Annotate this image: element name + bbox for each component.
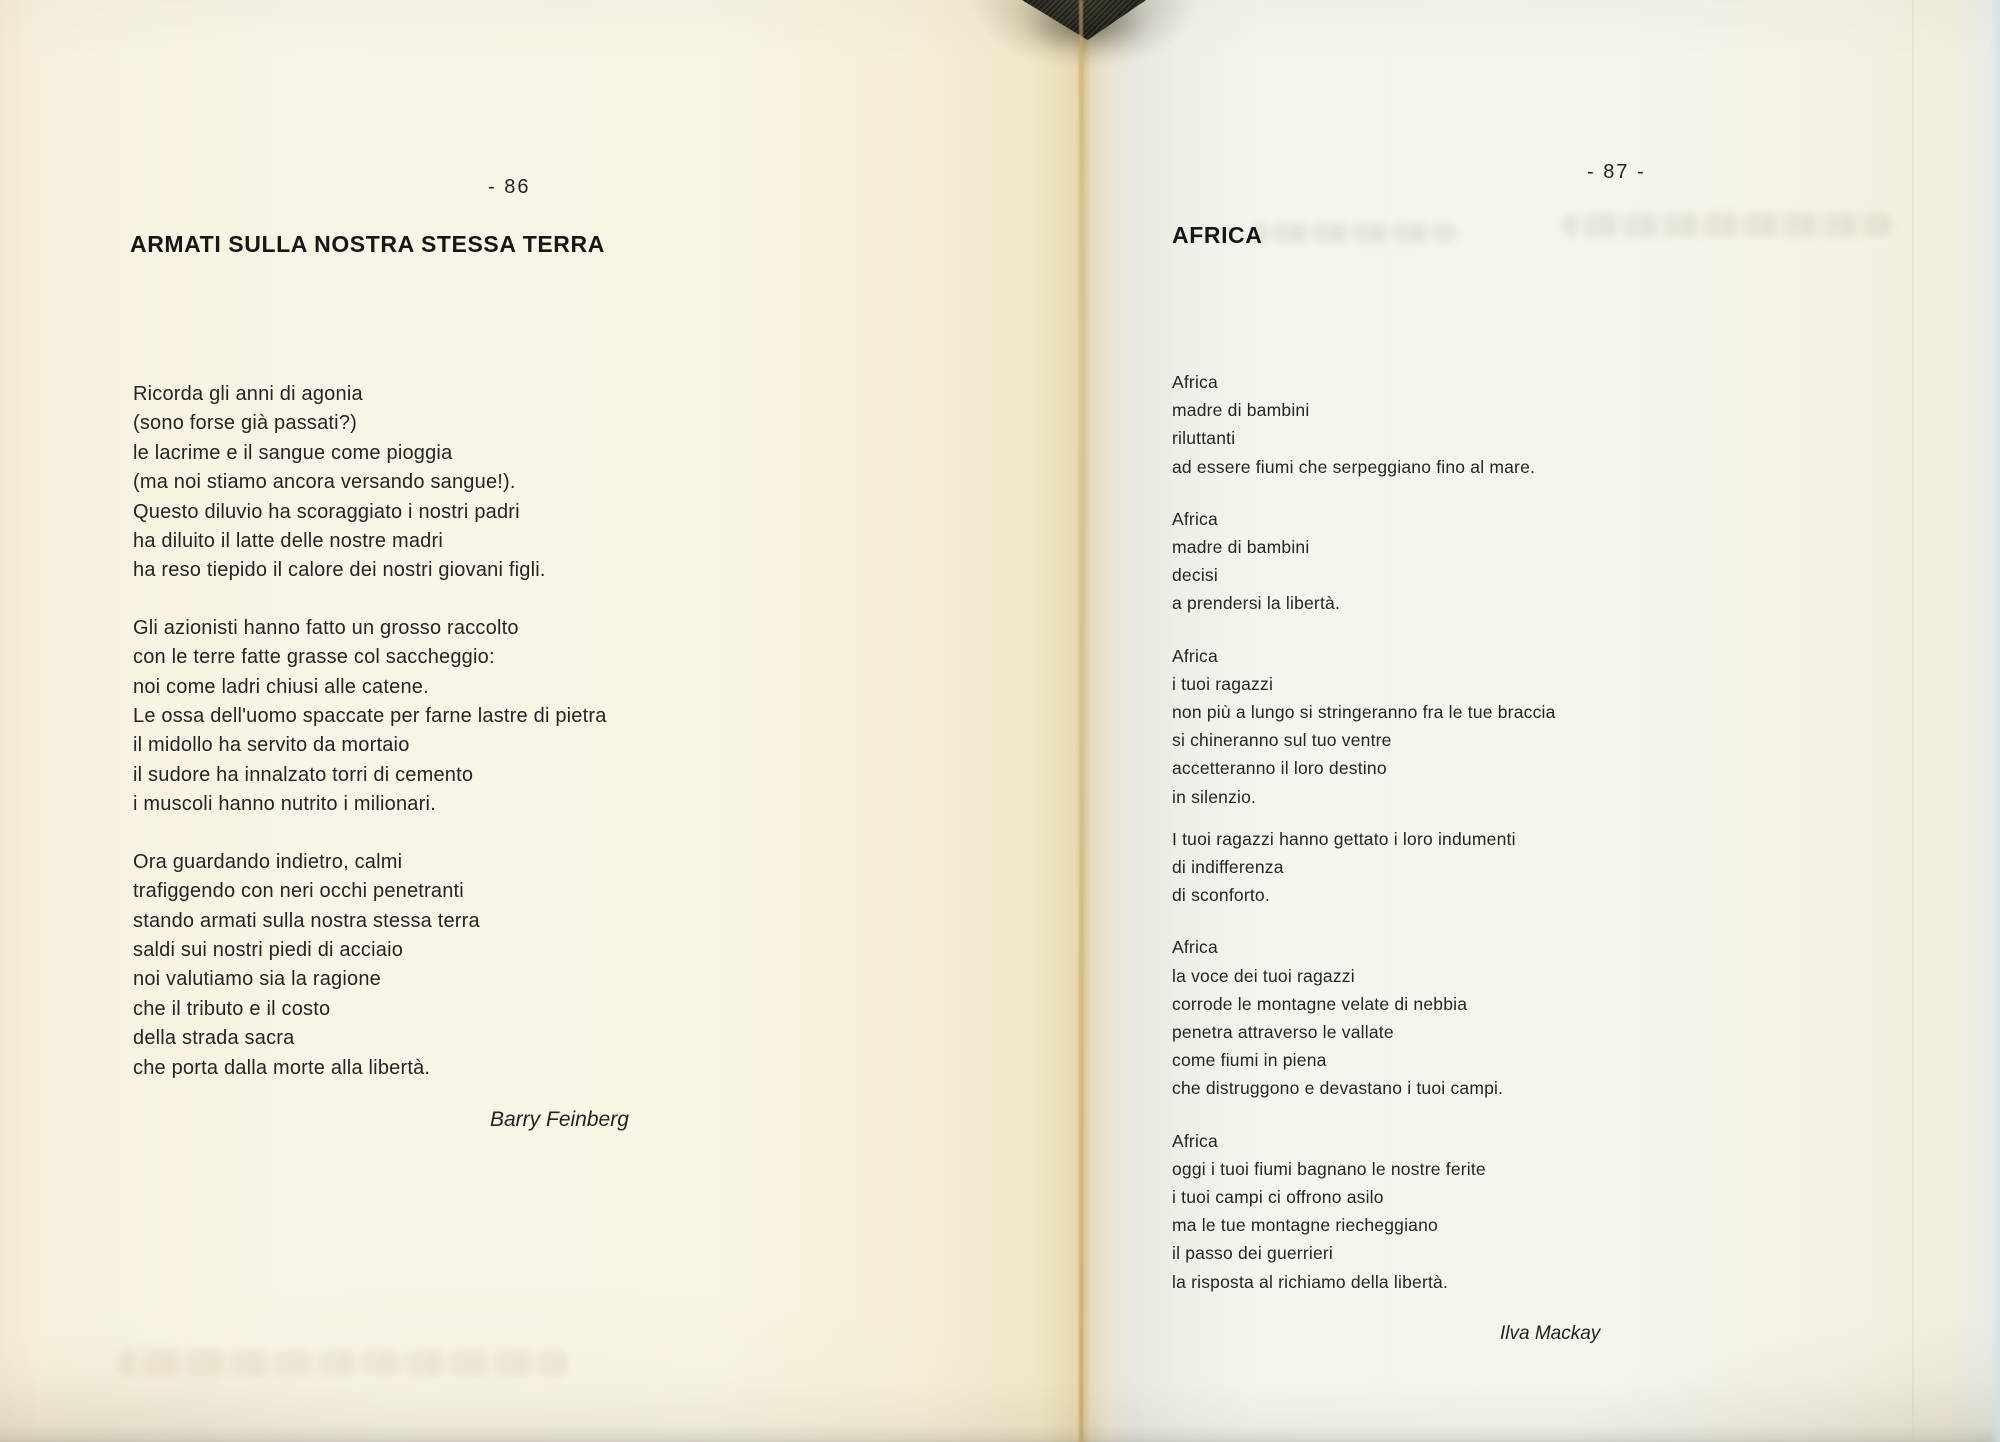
poem-line: con le terre fatte grasse col saccheggio:	[133, 646, 495, 669]
poem-line: I tuoi ragazzi hanno gettato i loro indumenti	[1172, 828, 1516, 849]
stanza	[1172, 642, 1556, 811]
poem-line: si chineranno sul tuo ventre	[1172, 730, 1392, 751]
page-number-left: - 86	[488, 176, 531, 198]
poem-line: Africa	[1172, 372, 1218, 392]
poem-title-left: ARMATI SULLA NOSTRA STESSA TERRA	[130, 231, 605, 257]
poem-line: noi valutiamo sia la ragione	[133, 968, 381, 991]
poem-line: i tuoi campi ci offrono asilo	[1172, 1187, 1384, 1208]
poem-body-right	[1172, 368, 1556, 1320]
poem-author-right: Ilva Mackay	[1500, 1323, 1601, 1344]
poem-line: Africa	[1172, 645, 1218, 666]
poem-line: i muscoli hanno nutrito i milionari.	[133, 793, 436, 816]
stanza	[133, 380, 607, 586]
stanza	[1172, 505, 1556, 618]
poem-line: il passo dei guerrieri	[1172, 1243, 1334, 1264]
poem-line: che il tributo e il costo	[133, 997, 331, 1020]
page-crease	[1912, 0, 1914, 1442]
poem-line: ha reso tiepido il calore dei nostri giovani figli.	[133, 559, 546, 582]
stanza	[1172, 368, 1556, 481]
poem-line: della strada sacra	[133, 1027, 295, 1050]
poem-line: di sconforto.	[1172, 885, 1270, 906]
poem-line: saldi sui nostri piedi di acciaio	[133, 938, 404, 961]
poem-line: Africa	[1172, 937, 1218, 958]
stanza	[1172, 825, 1556, 910]
ghost-text-smudge	[118, 1350, 568, 1376]
poem-line: Ora guardando indietro, calmi	[133, 850, 403, 873]
poem-line: Africa	[1172, 508, 1218, 529]
poem-line: noi come ladri chiusi alle catene.	[133, 675, 429, 698]
poem-line: di indifferenza	[1172, 857, 1284, 878]
poem-line: come fiumi in piena	[1172, 1050, 1327, 1071]
poem-author-left: Barry Feinberg	[490, 1108, 629, 1131]
poem-line: madre di bambini	[1172, 400, 1310, 421]
poem-line: che distruggono e devastano i tuoi campi.	[1172, 1078, 1504, 1099]
poem-line: il sudore ha innalzato torri di cemento	[133, 763, 474, 786]
poem-line: a prendersi la libertà.	[1172, 593, 1341, 614]
poem-line: (ma noi stiamo ancora versando sangue!).	[133, 471, 516, 494]
poem-line: penetra attraverso le vallate	[1172, 1022, 1394, 1043]
poem-line: madre di bambini	[1172, 537, 1310, 558]
page-number-right: - 87 -	[1587, 161, 1646, 183]
poem-title-right: AFRICA	[1172, 222, 1263, 248]
scan-edge	[1990, 0, 2000, 1442]
poem-body-left	[133, 380, 607, 1111]
poem-line: le lacrime e il sangue come pioggia	[133, 441, 453, 464]
poem-line: trafiggendo con neri occhi penetranti	[133, 880, 464, 903]
poem-line: i tuoi ragazzi	[1172, 673, 1274, 694]
ghost-text-smudge	[1562, 213, 1892, 237]
poem-line: la voce dei tuoi ragazzi	[1172, 965, 1355, 986]
poem-line: ad essere fiumi che serpeggiano fino al mare.	[1172, 456, 1536, 477]
poem-line: stando armati sulla nostra stessa terra	[133, 909, 480, 932]
poem-line: riluttanti	[1172, 428, 1236, 449]
stanza	[133, 614, 607, 820]
poem-line: Ricorda gli anni di agonia	[133, 383, 363, 405]
poem-line: la risposta al richiamo della libertà.	[1172, 1271, 1449, 1292]
poem-line: accetteranno il loro destino	[1172, 758, 1387, 779]
poem-line: oggi i tuoi fiumi bagnano le nostre ferite	[1172, 1158, 1486, 1179]
poem-line: non più a lungo si stringeranno fra le tue braccia	[1172, 702, 1556, 723]
poem-line: (sono forse già passati?)	[133, 412, 358, 435]
poem-line: Le ossa dell'uomo spaccate per farne lastre di pietra	[133, 705, 607, 728]
poem-line: Africa	[1172, 1130, 1218, 1151]
gutter-fold-line	[1079, 0, 1083, 1442]
poem-line: Questo diluvio ha scoraggiato i nostri padri	[133, 500, 520, 523]
poem-line: che porta dalla morte alla libertà.	[133, 1056, 431, 1079]
stanza	[133, 848, 607, 1083]
poem-line: decisi	[1172, 565, 1218, 586]
ghost-text-smudge	[1252, 223, 1457, 243]
poem-line: ha diluito il latte delle nostre madri	[133, 530, 443, 553]
stanza	[1172, 1127, 1556, 1296]
poem-line: ma le tue montagne riecheggiano	[1172, 1215, 1438, 1236]
poem-line: il midollo ha servito da mortaio	[133, 734, 410, 757]
stanza	[1172, 933, 1556, 1102]
poem-line: in silenzio.	[1172, 786, 1257, 807]
poem-line: corrode le montagne velate di nebbia	[1172, 993, 1468, 1014]
poem-line: Gli azionisti hanno fatto un grosso raccolto	[133, 616, 519, 639]
